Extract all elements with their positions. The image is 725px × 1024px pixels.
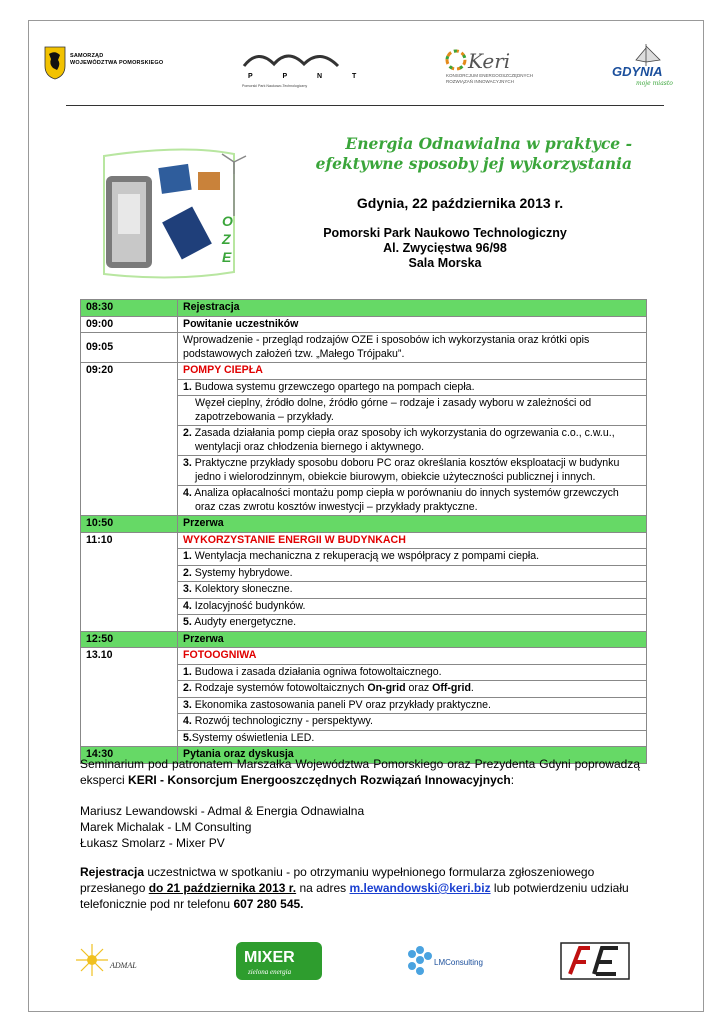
event-date: Gdynia, 22 października 2013 r. (356, 195, 564, 211)
agenda-time: 14:30 (81, 747, 178, 764)
svg-text:ADMAL: ADMAL (110, 961, 137, 970)
pomorskie-shield-icon (44, 46, 66, 80)
agenda-subitem: 3. Kolektory słoneczne. (178, 582, 647, 599)
header-divider (66, 105, 664, 106)
agenda-subitem: 4. Izolacyjność budynków. (178, 598, 647, 615)
svg-text:E: E (222, 249, 232, 265)
agenda-subitem: 1. Budowa i zasada działania ogniwa fotowoltaicznego. (178, 664, 647, 681)
agenda-item: Pytania oraz dyskusja (178, 747, 647, 764)
ppnt-logo (238, 42, 371, 90)
svg-text:GDYNIA: GDYNIA (612, 64, 663, 79)
event-venue: Pomorski Park Naukowo Technologiczny Al. Zwycięstwa 96/98 Sala Morska (323, 226, 567, 270)
agenda-section-heat-pumps: POMPY CIEPŁA (178, 363, 647, 380)
svg-text:zielona energia: zielona energia (248, 968, 292, 976)
agenda-time: 08:30 (81, 300, 178, 317)
svg-text:Keri: Keri (468, 49, 511, 73)
event-title-line2: efektywne sposoby jej wykorzystania (315, 154, 632, 173)
agenda-subitem: 1. Wentylacja mechaniczna z rekuperacją we współpracy z pompami ciepła. (178, 549, 647, 566)
agenda-time: 12:50 (81, 631, 178, 648)
keri-subtitle: KONSORCJUM ENERGOOSZCZĘDNYCH ROZWIĄZAŃ INNOWACYJNYCH (446, 73, 534, 84)
table-row (81, 631, 647, 648)
expert-name: Mariusz Lewandowski - Admal & Energia Odnawialna (80, 804, 365, 818)
svg-text:O: O (222, 213, 233, 229)
agenda-time: 10:50 (81, 516, 178, 533)
seminar-paragraph: Seminarium pod patronatem Marszałka Województwa Pomorskiego oraz Prezydenta Gdyni poprowadzą eksperci KERI - Konsorcjum Energooszczędnych Rozwiązań Innowacyjnych: (80, 757, 640, 787)
agenda-subitem: 3. Praktyczne przykłady sposobu doboru PC oraz określania kosztów eksploatacji w budynku jedno i wielorodzinnym, obiekcie biurowym, obiekcie użyteczności publicznej i innych. (178, 456, 647, 486)
agenda-section-buildings: WYKORZYSTANIE ENERGII W BUDYNKACH (178, 532, 647, 549)
table-row (81, 333, 647, 363)
agenda-subitem: 5. Audyty energetyczne. (178, 615, 647, 632)
agenda-subitem: 2. Rodzaje systemów fotowoltaicznych On-grid oraz Off-grid. (178, 681, 647, 698)
agenda-time: 13.10 (81, 648, 178, 747)
svg-text:moje miasto: moje miasto (636, 80, 673, 87)
table-row (81, 516, 647, 533)
experts-list (80, 803, 640, 851)
agenda-item: Powitanie uczestników (178, 316, 647, 333)
agenda-time: 09:00 (81, 316, 178, 333)
agenda-table (80, 299, 647, 764)
samorzad-logo-text: SAMORZĄD WOJEWÓDZTWA POMORSKIEGO (70, 53, 164, 66)
email-link[interactable]: m.lewandowski@keri.biz (349, 881, 491, 895)
svg-text:LMConsulting: LMConsulting (434, 958, 483, 967)
agenda-subitem: Węzeł cieplny, źródło dolne, źródło górne – rodzaje i zasady wyboru w zależności od zapotrzebowania – przykłady. (178, 396, 647, 426)
agenda-subitem: 4. Analiza opłacalności montażu pomp ciepła w porównaniu do innych systemów grzewczych oraz czas zwrotu kosztów inwestycji – przykłady praktyczne. (178, 486, 647, 516)
agenda-item: Rejestracja (178, 300, 647, 317)
agenda-section-pv: FOTOOGNIWA (178, 648, 647, 665)
expert-name: Marek Michalak - LM Consulting (80, 820, 252, 834)
agenda-subitem: 3. Ekonomika zastosowania paneli PV oraz przykłady praktyczne. (178, 697, 647, 714)
agenda-subitem: 1. Budowa systemu grzewczego opartego na pompach ciepła. (178, 379, 647, 396)
table-row (81, 300, 647, 317)
table-row (81, 648, 647, 665)
event-title-line1: Energia Odnawialna w praktyce - (345, 134, 632, 153)
svg-text:MIXER: MIXER (244, 949, 295, 966)
svg-text:Pomorski Park Naukowo-Technolo: Pomorski Park Naukowo-Technologiczny (242, 84, 308, 88)
agenda-time: 09:20 (81, 363, 178, 516)
admal-logo (76, 940, 156, 982)
agenda-subitem: 4. Rozwój technologiczny - perspektywy. (178, 714, 647, 731)
mixer-logo (236, 940, 322, 982)
agenda-time: 09:05 (81, 333, 178, 363)
table-row (81, 363, 647, 380)
table-row (81, 316, 647, 333)
agenda-subitem: 2. Systemy hybrydowe. (178, 565, 647, 582)
energia-odnawialna-logo (560, 940, 630, 982)
registration-paragraph: Rejestracja uczestnictwa w spotkaniu - po otrzymaniu wypełnionego formularza zgłoszeniowego przesłanego do 21 października 2013 r. na adres m.lewandowski@keri.biz lub potwierdzeniu udziału telefonicznie pod nr telefonu 607 280 545. (80, 865, 629, 911)
gdynia-logo (606, 40, 684, 90)
agenda-subitem: 5.Systemy oświetlenia LED. (178, 730, 647, 747)
agenda-time: 11:10 (81, 532, 178, 631)
agenda-item: Przerwa (178, 631, 647, 648)
agenda-subitem: 2. Zasada działania pomp ciepła oraz sposoby ich wykorzystania do ogrzewania c.o., c.w.u., wentylacji oraz chłodzenia biernego i aktywnego. (178, 426, 647, 456)
renewable-energy-illustration (84, 144, 262, 280)
svg-text:P P N T: P P N T (248, 73, 371, 80)
svg-text:Z: Z (222, 231, 231, 247)
lm-consulting-logo (404, 940, 496, 982)
agenda-item: Wprowadzenie - przegląd rodzajów OZE i sposobów ich wykorzystania oraz krótki opis podstawowych założeń tzw. „Małego Trójpaku”. (178, 333, 647, 363)
expert-name: Łukasz Smolarz - Mixer PV (80, 836, 225, 850)
agenda-item: Przerwa (178, 516, 647, 533)
table-row (81, 532, 647, 549)
